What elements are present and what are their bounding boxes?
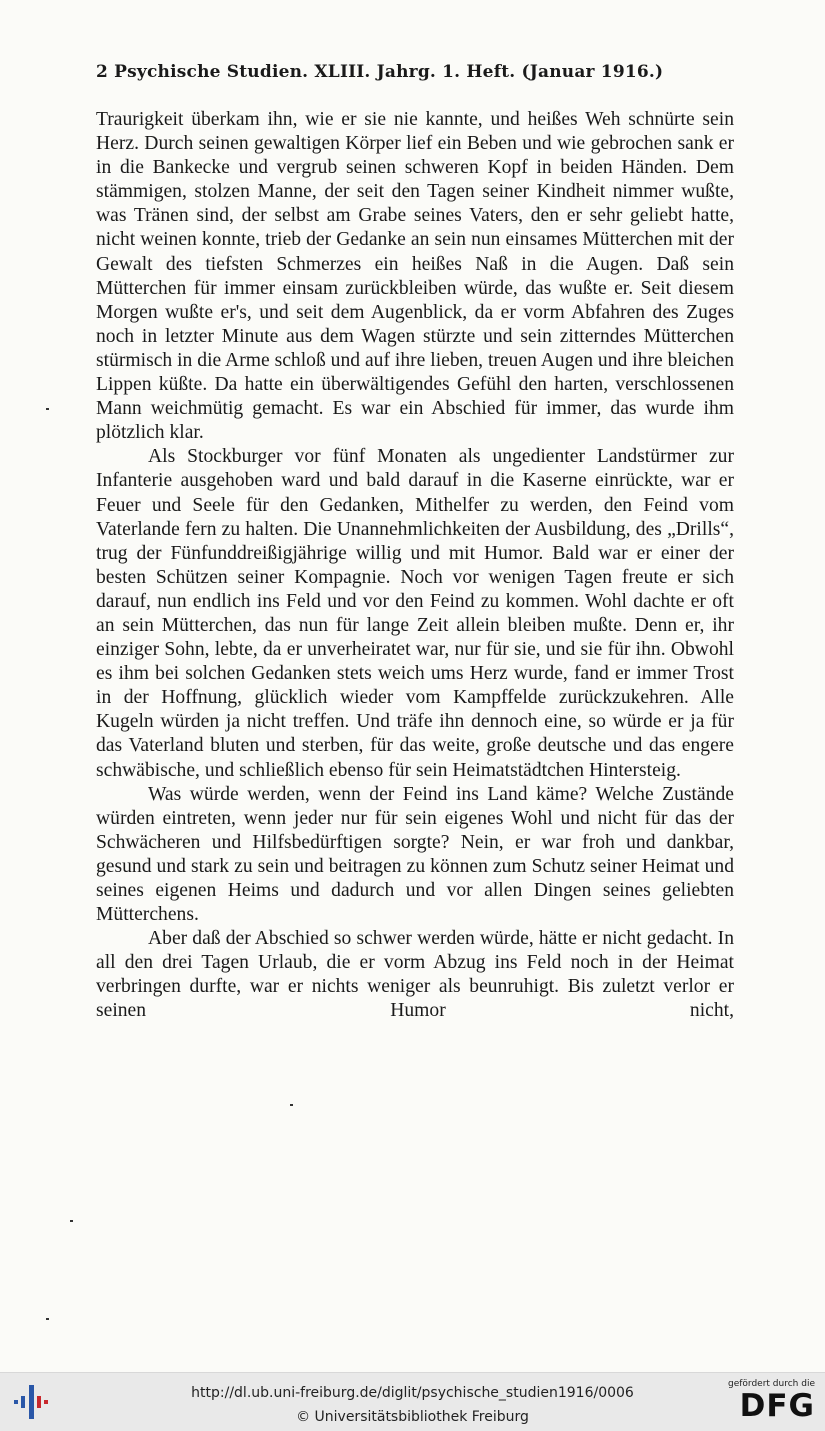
running-head: 2 Psychische Studien. XLIII. Jahrg. 1. Heft. (Januar 1916.) [96, 62, 664, 82]
scan-speck [290, 1104, 293, 1106]
copyright-notice: © Universitätsbibliothek Freiburg [296, 1409, 529, 1425]
paragraph-3: Was würde werden, wenn der Feind ins Land käme? Welche Zustände würden eintreten, wenn jeder nur für sein eigenes Wohl und nicht für das der Schwächeren und Hilfsbedürftigen sorgte? Nein, er war froh und dankbar, gesund und stark zu sein und beitragen zu können zum Schutz seiner Heimat und seines eigenen Heims und dadurch und vor allen Dingen seines geliebten Mütterchens. [96, 783, 734, 926]
paragraph-4: Aber daß der Abschied so schwer werden würde, hätte er nicht gedacht. In all den drei Tagen Urlaub, die er vorm Abzug ins Feld noch in der Heimat verbringen durfte, war er nichts weniger als beunruhigt. Bis zuletzt verlor er seinen Humor nicht, [96, 928, 734, 1022]
scan-speck [70, 1220, 73, 1222]
paragraph-1: Traurigkeit überkam ihn, wie er sie nie kannte, und heißes Weh schnürte sein Herz. Durch seinen gewaltigen Körper lief ein Beben und wie gebrochen sank er in die Bankecke und vergrub seinen schweren Kopf in beiden Händen. Dem stämmigen, stolzen Manne, der seit den Tagen seiner Kindheit nimmer wußte, was Tränen sind, der selbst am Grabe seines Vaters, den er sehr geliebt hatte, nicht weinen konnte, trieb der Gedanke an sein nun einsames Mütterchen mit der Gewalt des tiefsten Schmerzes ein heißes Naß in die Augen. Daß sein Mütterchen für immer einsam zurückbleiben würde, das wußte er. Seit diesem Morgen wußte er's, und seit dem Augenblick, da er vorm Abfahren des Zuges noch in letzter Minute aus dem Wagen stürzte und sein zitterndes Mütterchen stürmisch in die Arme schloß und auf ihre lieben, treuen Augen und ihre bleichen Lippen küßte. Da hatte ein überwältigendes Gefühl den harten, verschlossenen Mann weichmütig gemacht. Es war ein Abschied für immer, das wurde ihm plötzlich klar. [96, 109, 734, 444]
scan-speck [46, 408, 49, 410]
footer-bar [0, 1372, 825, 1431]
body-text [96, 108, 734, 1024]
funder-caption: gefördert durch die [728, 1379, 815, 1389]
paragraph-2: Als Stockburger vor fünf Monaten als ungedienter Landstürmer zur Infanterie ausgehoben ward und bald darauf in die Kaserne einrückte, war er Feuer und Seele für den Gedanken, Mithelfer zu werden, den Feind vom Vaterlande fern zu halten. Die Unannehmlichkeiten der Ausbildung, des „Drills“, trug der Fünfunddreißigjährige willig und mit Humor. Bald war er einer der besten Schützen seiner Kompagnie. Noch vor wenigen Tagen freute er sich darauf, nun endlich ins Feld und vor den Feind zu kommen. Wohl dachte er oft an sein Mütterchen, das nun für lange Zeit allein bleiben mußte. Denn er, ihr einziger Sohn, lebte, da er unverheiratet war, nur für sie, und sie für ihn. Obwohl es ihm bei solchen Gedanken stets weich ums Herz wurde, fand er immer Trost in der Hoffnung, glücklich wieder vom Kampffelde zurückzukehren. Alle Kugeln würden ja nicht treffen. Und träfe ihn dennoch eine, so würde er ja für das Vaterland bluten und sterben, für das weite, große deutsche und das engere schwäbische, und schließlich ebenso für sein Heimatstädtchen Hintersteig. [96, 446, 734, 781]
permalink-url[interactable]: http://dl.ub.uni-freiburg.de/diglit/psychische_studien1916/0006 [191, 1385, 634, 1401]
dfg-logo: DFG [739, 1388, 815, 1424]
scan-speck [46, 1318, 49, 1320]
